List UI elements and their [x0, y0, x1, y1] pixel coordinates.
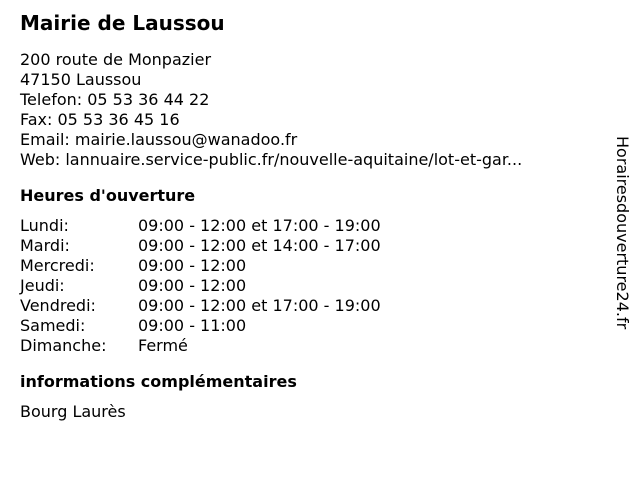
hours-row	[20, 236, 600, 256]
phone-number: Telefon: 05 53 36 44 22	[20, 90, 210, 109]
hours-row	[20, 276, 600, 296]
hours-row	[20, 316, 600, 336]
hours-time: 09:00 - 12:00 et 14:00 - 17:00	[138, 236, 381, 255]
hours-row	[20, 216, 600, 236]
address-street: 200 route de Monpazier	[20, 50, 212, 69]
hours-day: Vendredi:	[20, 296, 96, 315]
hours-day: Mardi:	[20, 236, 70, 255]
info-heading: informations complémentaires	[20, 372, 297, 391]
hours-row	[20, 336, 600, 356]
fax-number: Fax: 05 53 36 45 16	[20, 110, 180, 129]
page-title: Mairie de Laussou	[20, 11, 225, 35]
hours-day: Samedi:	[20, 316, 86, 335]
hours-day: Lundi:	[20, 216, 69, 235]
hours-time: 09:00 - 12:00	[138, 256, 247, 275]
address-city: 47150 Laussou	[20, 70, 142, 89]
listing-card	[20, 10, 600, 422]
hours-time: 09:00 - 12:00 et 17:00 - 19:00	[138, 296, 381, 315]
hours-table	[20, 216, 600, 356]
hours-row	[20, 296, 600, 316]
hours-heading: Heures d'ouverture	[20, 186, 196, 205]
contact-block	[20, 50, 600, 170]
hours-day: Mercredi:	[20, 256, 95, 275]
site-watermark: Horairesdouverture24.fr	[613, 136, 632, 330]
hours-time: Fermé	[138, 336, 188, 355]
info-text: Bourg Laurès	[20, 402, 126, 421]
hours-time: 09:00 - 11:00	[138, 316, 247, 335]
hours-time: 09:00 - 12:00	[138, 276, 247, 295]
hours-time: 09:00 - 12:00 et 17:00 - 19:00	[138, 216, 381, 235]
hours-row	[20, 256, 600, 276]
hours-day: Jeudi:	[20, 276, 65, 295]
website-link[interactable]: Web: lannuaire.service-public.fr/nouvelle-aquitaine/lot-et-gar...	[20, 150, 523, 169]
email-address: Email: mairie.laussou@wanadoo.fr	[20, 130, 298, 149]
hours-day: Dimanche:	[20, 336, 107, 355]
